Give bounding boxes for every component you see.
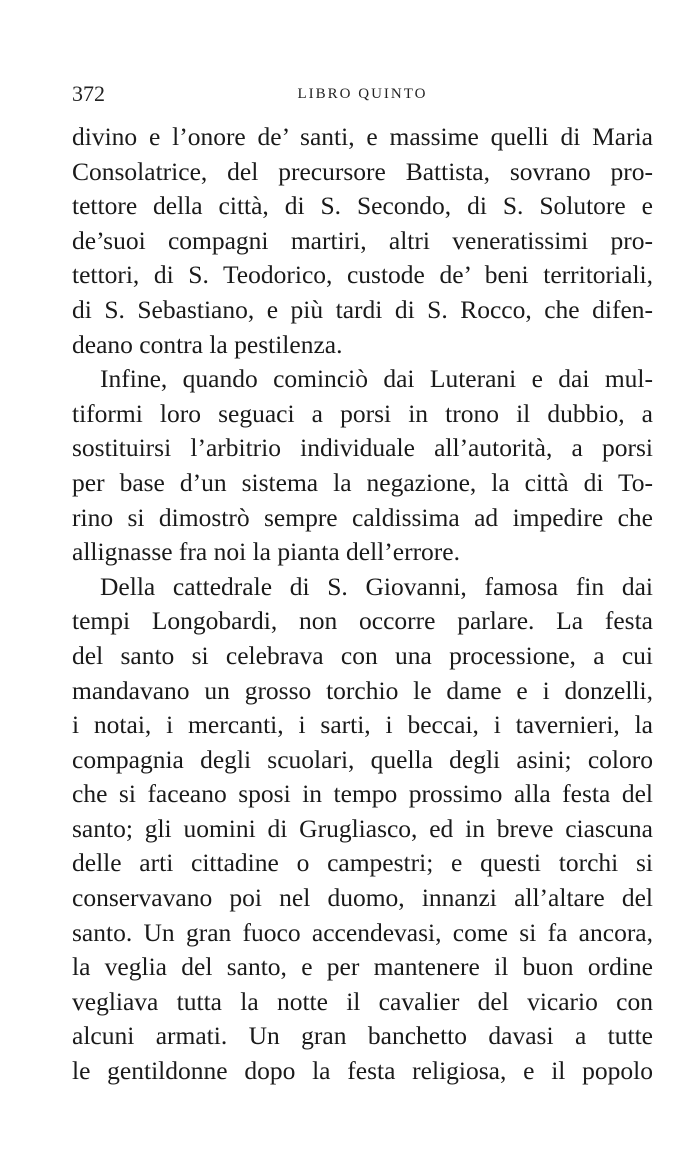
text-line: divino e l’onore de’ santi, e massime quelli di Maria xyxy=(72,122,653,151)
text-line: di S. Sebastiano, e più tardi di S. Rocco, che difen- xyxy=(72,294,653,324)
paragraph-start-line: Infine, quando cominciò dai Luterani e dai mul- xyxy=(100,364,653,394)
text-line: deano contra la pestilenza. xyxy=(72,329,343,359)
running-head xyxy=(72,82,653,106)
text-line: alcuni armati. Un gran banchetto davasi a tutte xyxy=(72,1021,653,1051)
text-line: tiformi loro seguaci a porsi in trono il dubbio, a xyxy=(72,398,653,428)
text-line: mandavano un grosso torchio le dame e i donzelli, xyxy=(72,675,653,705)
text-line: compagnia degli scuolari, quella degli asini; coloro xyxy=(72,744,653,774)
text-line: vegliava tutta la notte il cavalier del vicario con xyxy=(72,986,653,1016)
text-line: santo. Un gran fuoco accendevasi, come si fa ancora, xyxy=(72,917,653,947)
text-line: tempi Longobardi, non occorre parlare. La festa xyxy=(72,606,653,636)
text-line: Consolatrice, del precursore Battista, sovrano pro- xyxy=(72,156,653,186)
text-line: del santo si celebrava con una processione, a cui xyxy=(72,640,653,670)
body-text xyxy=(72,120,653,1089)
text-line: la veglia del santo, e per mantenere il buon ordine xyxy=(72,952,653,982)
text-line: che si faceano sposi in tempo prossimo alla festa del xyxy=(72,779,653,809)
running-title: LIBRO QUINTO xyxy=(297,86,428,102)
text-line: tettori, di S. Teodorico, custode de’ beni territoriali, xyxy=(72,260,653,290)
text-line: i notai, i mercanti, i sarti, i beccai, i tavernieri, la xyxy=(72,710,653,740)
text-line: per base d’un sistema la negazione, la città di To- xyxy=(72,467,653,497)
text-line: delle arti cittadine o campestri; e questi torchi si xyxy=(72,848,653,878)
text-line: conservavano poi nel duomo, innanzi all’altare del xyxy=(72,883,653,913)
text-line: tettore della città, di S. Secondo, di S. Solutore e xyxy=(72,191,653,221)
page-number: 372 xyxy=(72,81,105,106)
text-line: le gentildonne dopo la festa religiosa, e il popolo xyxy=(72,1056,653,1086)
text-line: santo; gli uomini di Grugliasco, ed in breve ciascuna xyxy=(72,813,653,843)
paragraph-start-line: Della cattedrale di S. Giovanni, famosa fin dai xyxy=(100,571,653,601)
text-line: rino si dimostrò sempre caldissima ad impedire che xyxy=(72,502,653,532)
text-line: sostituirsi l’arbitrio individuale all’autorità, a porsi xyxy=(72,433,653,463)
text-line: allignasse fra noi la pianta dell’errore. xyxy=(72,537,460,567)
text-line: de’suoi compagni martiri, altri veneratissimi pro- xyxy=(72,225,653,255)
